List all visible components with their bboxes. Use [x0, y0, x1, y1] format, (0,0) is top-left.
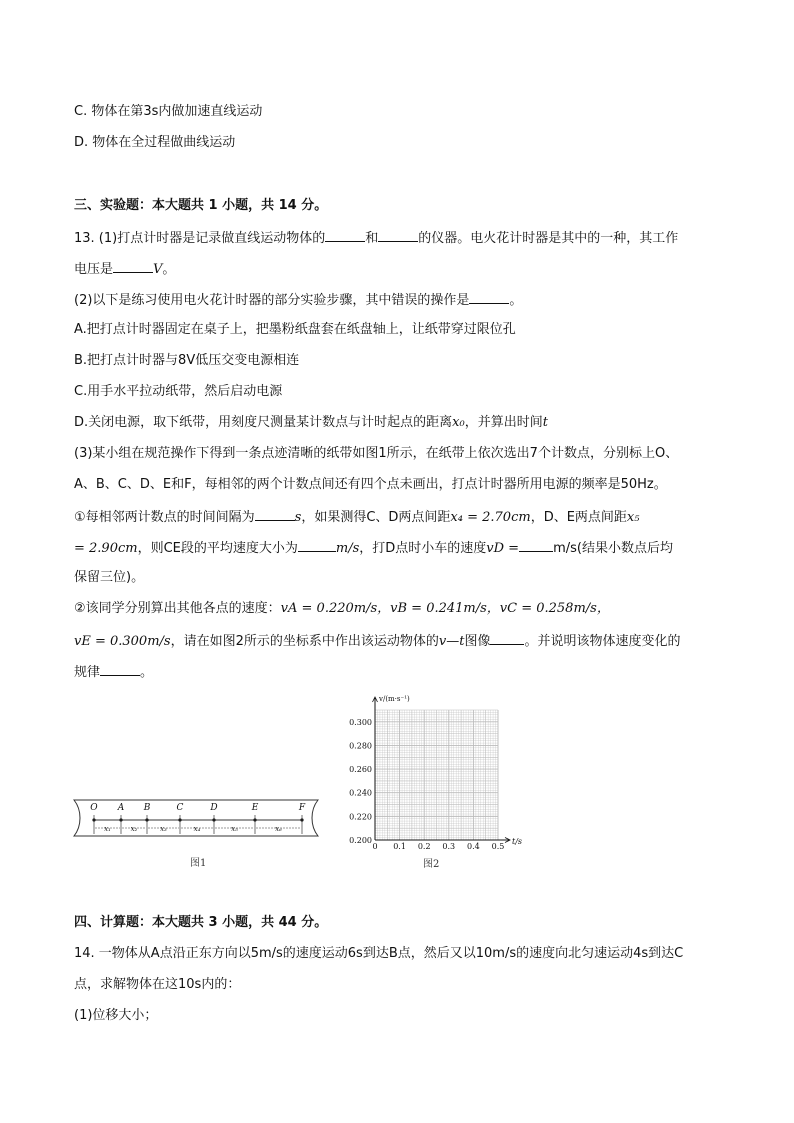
q13-intro: 13. (1)打点计时器是记录做直线运动物体的 和 的仪器。电火花计时器是其中的一种，其工作 — [74, 228, 678, 248]
figure-2-caption: 图2 — [423, 859, 440, 870]
x-tick-label: 0.5 — [491, 842, 505, 850]
option-c: C. 物体在第3s内做加速直线运动 — [74, 104, 263, 119]
x-tick-label: 0.4 — [467, 842, 480, 850]
q14-sub1: (1)位移大小； — [74, 1008, 158, 1023]
tape-point-label: B — [143, 803, 151, 813]
q13-part3-sub1-end: 保留三位)。 — [74, 570, 145, 585]
tape-point-label: A — [117, 803, 125, 813]
tape-segment-label: x₁ — [104, 825, 111, 833]
option-d: D. 物体在全过程做曲线运动 — [74, 135, 236, 150]
y-tick-label: 0.280 — [349, 741, 372, 751]
y-axis-label: v/(m·s⁻¹) — [379, 695, 410, 703]
answer-blank-graph — [490, 631, 524, 645]
answer-blank-vd — [519, 538, 553, 552]
section-3-header: 三、实验题：本大题共 1 小题，共 14 分。 — [74, 198, 328, 213]
q13-part3-line1: (3)某小组在规范操作下得到一条点迹清晰的纸带如图1所示，在纸带上依次选出7个计数点，分别标上O、 — [74, 446, 679, 461]
y-tick-label: 0.220 — [349, 812, 372, 822]
step-a: A.把打点计时器固定在桌子上，把墨粉纸盘套在纸盘轴上，让纸带穿过限位孔 — [74, 322, 516, 337]
answer-blank-wrong-step — [469, 290, 509, 304]
y-tick-label: 0.240 — [349, 788, 372, 798]
q13-part3-sub2-cont: vE = 0.300m/s，请在如图2所示的坐标系中作出该运动物体的v—t图像 。并说明该物体速度变化的 — [74, 631, 680, 651]
q13-voltage: 电压是 V。 — [74, 259, 175, 279]
q14-line2: 点，求解物体在这10s内的： — [74, 977, 241, 992]
tape-point-label: D — [210, 803, 218, 813]
tape-segment-label: x₂ — [130, 825, 138, 833]
x-tick-label: 0.1 — [393, 842, 406, 850]
x-axis-label: t/s — [512, 837, 523, 846]
q13-part3-line2: A、B、C、D、E和F，每相邻的两个计数点间还有四个点未画出，打点计时器所用电源的频率是50Hz。 — [74, 477, 667, 492]
y-tick-label: 0.300 — [349, 717, 372, 727]
tape-segment-label: x₃ — [160, 825, 167, 833]
step-b: B.把打点计时器与8V低压交变电源相连 — [74, 353, 300, 368]
figure-2-vt-chart — [340, 692, 540, 850]
tape-point-label: F — [298, 803, 306, 813]
section-4-header: 四、计算题：本大题共 3 小题，共 44 分。 — [74, 915, 328, 930]
step-c: C.用手水平拉动纸带，然后启动电源 — [74, 384, 283, 399]
tape-segment-label: x₄ — [193, 825, 201, 833]
answer-blank-avg-speed — [298, 538, 336, 552]
answer-blank-2 — [378, 228, 418, 242]
tape-segment-label: x₆ — [275, 825, 282, 833]
x-tick-label: 0.3 — [442, 842, 456, 850]
step-d: D.关闭电源，取下纸带，用刻度尺测量某计数点与计时起点的距离x₀，并算出时间t — [74, 415, 548, 430]
answer-blank-rule — [100, 662, 140, 676]
x-tick-label: 0.2 — [417, 842, 431, 850]
tape-point-label: O — [90, 803, 98, 813]
q13-part3-sub1-cont: = 2.90cm，则CE段的平均速度大小为 m/s，打D点时小车的速度vD = m/s(结果小数点后均 — [74, 538, 673, 558]
q13-part3-sub1: ①每相邻两计数点的时间间隔为 s，如果测得C、D两点间距x₄ = 2.70cm，D、E两点间距x₅ — [74, 507, 639, 527]
y-tick-label: 0.260 — [349, 765, 372, 775]
answer-blank-voltage — [113, 259, 153, 273]
figure-1-tape — [66, 792, 326, 847]
x-tick-label: 0 — [372, 842, 378, 850]
tape-point-label: C — [176, 803, 184, 813]
q13-part2: (2)以下是练习使用电火花计时器的部分实验步骤，其中错误的操作是 。 — [74, 290, 522, 310]
q13-part3-sub2-end: 规律 。 — [74, 662, 153, 682]
q14-line1: 14. 一物体从A点沿正东方向以5m/s的速度运动6s到达B点，然后又以10m/s的速度向北匀速运动4s到达C — [74, 946, 684, 961]
answer-blank-1 — [325, 228, 365, 242]
figure-1-caption: 图1 — [190, 858, 207, 869]
q13-part3-sub2: ②该同学分别算出其他各点的速度：vA = 0.220m/s，vB = 0.241m/s，vC = 0.258m/s， — [74, 601, 610, 616]
answer-blank-interval — [255, 507, 295, 521]
tape-point-label: E — [251, 803, 259, 813]
y-tick-label: 0.200 — [349, 836, 372, 845]
tape-segment-label: x₅ — [231, 825, 238, 833]
